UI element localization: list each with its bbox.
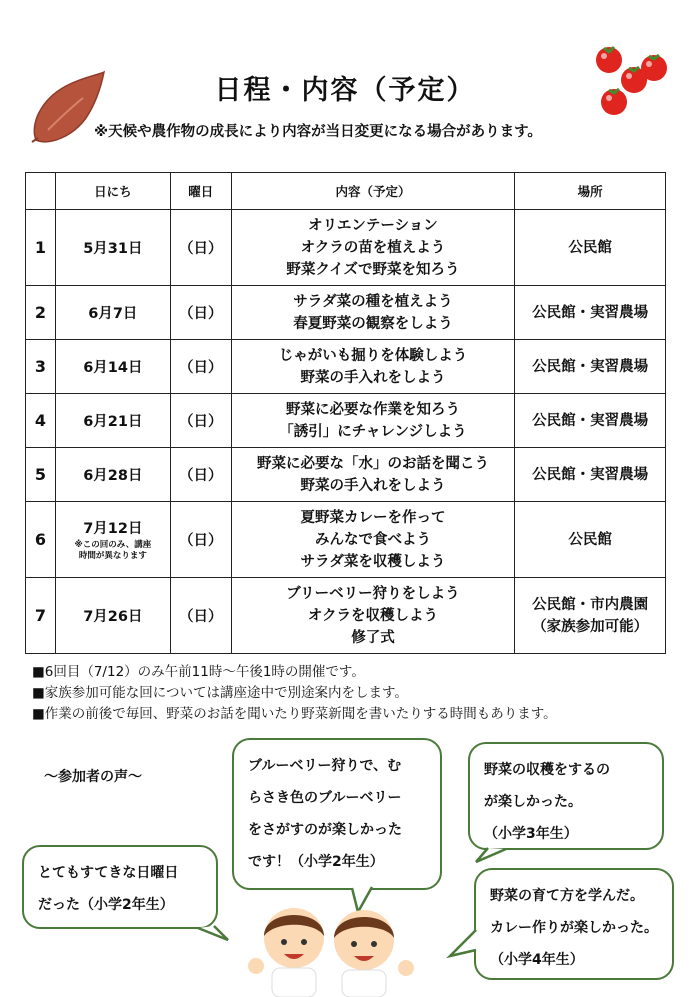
content-line: 野菜に必要な「水」のお話を聞こう <box>256 455 489 472</box>
bubble-text: だった（小学2年生） <box>38 897 174 913</box>
row-day: （日） <box>170 210 231 286</box>
table-row <box>26 502 666 578</box>
row-day: （日） <box>170 502 231 578</box>
page-title: 日程・内容（予定） <box>214 75 476 106</box>
place-line: 公民館 <box>568 531 612 548</box>
bubble-text: 野菜の育て方を学んだ。 <box>490 888 644 904</box>
table-header-row <box>26 173 666 210</box>
place-line: 公民館・実習農場 <box>532 358 649 375</box>
row-number: 1 <box>26 210 56 286</box>
row-number: 7 <box>26 578 56 654</box>
note-item: ■家族参加可能な回については講座途中で別途案内をします。 <box>32 685 408 701</box>
content-line: 野菜の手入れをしよう <box>300 369 446 386</box>
row-place <box>515 340 666 394</box>
content-line: 春夏野菜の観察をしよう <box>293 315 453 332</box>
table-row <box>26 210 666 286</box>
date-note: ※この回のみ、講座 <box>74 540 152 550</box>
row-day: （日） <box>170 340 231 394</box>
content-line: 野菜クイズで野菜を知ろう <box>286 261 460 278</box>
content-line: 野菜の手入れをしよう <box>300 477 446 494</box>
bubble-text: 野菜の収穫をするの <box>484 762 610 778</box>
header-place: 場所 <box>515 173 666 210</box>
row-content <box>231 578 515 654</box>
row-content <box>231 394 515 448</box>
header-day: 曜日 <box>170 173 231 210</box>
place-line: （家族参加可能） <box>532 618 649 635</box>
content-line: 野菜に必要な作業を知ろう <box>285 401 460 418</box>
row-day: （日） <box>170 578 231 654</box>
content-line: ブリーベリー狩りをしよう <box>286 585 460 602</box>
bubble-text: が楽しかった。 <box>484 794 582 810</box>
content-line: サラダ菜を収穫しよう <box>300 553 446 570</box>
bubble-text: をさがすのが楽しかった <box>248 822 402 838</box>
row-date-cell <box>55 502 170 578</box>
schedule-table <box>25 172 666 654</box>
row-content <box>231 210 515 286</box>
place-line: 公民館 <box>568 239 612 256</box>
speech-bubble <box>468 742 664 850</box>
row-number: 2 <box>26 286 56 340</box>
note-item: ■6回目（7/12）のみ午前11時～午後1時の開催です。 <box>32 664 365 680</box>
speech-bubble <box>232 738 442 890</box>
row-content <box>231 340 515 394</box>
table-row <box>26 578 666 654</box>
row-date: 6月7日 <box>55 286 170 340</box>
table-row <box>26 286 666 340</box>
header-date: 日にち <box>55 173 170 210</box>
voices-title: ～参加者の声～ <box>44 769 142 785</box>
children-icon <box>246 888 416 997</box>
table-row <box>26 448 666 502</box>
bubble-text: （小学3年生） <box>484 826 578 842</box>
speech-bubble <box>22 845 218 929</box>
row-date: 6月21日 <box>55 394 170 448</box>
notes-list <box>32 662 557 725</box>
row-place <box>515 502 666 578</box>
row-number: 4 <box>26 394 56 448</box>
content-line: じゃがいも掘りを体験しよう <box>278 347 468 364</box>
place-line: 公民館・実習農場 <box>532 412 649 429</box>
content-line: オリエンテーション <box>308 217 438 234</box>
row-date: 5月31日 <box>55 210 170 286</box>
row-place <box>515 578 666 654</box>
table-row <box>26 340 666 394</box>
row-number: 3 <box>26 340 56 394</box>
bubble-text: とてもすてきな日曜日 <box>38 865 179 881</box>
content-line: みんなで食べよう <box>314 531 431 548</box>
bubble-text: ブルーベリー狩りで、む <box>248 758 402 774</box>
row-day: （日） <box>170 448 231 502</box>
bubble-text: （小学4年生） <box>490 952 584 968</box>
date-note: 時間が異なります <box>78 551 147 561</box>
speech-bubble <box>474 868 674 980</box>
row-date: 7月12日 <box>83 521 143 537</box>
note-item: ■作業の前後で毎回、野菜のお話を聞いたり野菜新聞を書いたりする時間もあります。 <box>32 706 557 722</box>
content-line: オクラを収穫しよう <box>307 607 439 624</box>
place-line: 公民館・市内農園 <box>532 596 649 613</box>
bubble-text: です！（小学2年生） <box>248 854 384 870</box>
table-row <box>26 394 666 448</box>
row-day: （日） <box>170 394 231 448</box>
row-date: 6月14日 <box>55 340 170 394</box>
row-place <box>515 394 666 448</box>
content-line: 夏野菜カレーを作って <box>300 509 446 526</box>
row-day: （日） <box>170 286 231 340</box>
header-num <box>26 173 56 210</box>
content-line: 修了式 <box>351 629 395 646</box>
row-content <box>231 448 515 502</box>
row-number: 6 <box>26 502 56 578</box>
row-number: 5 <box>26 448 56 502</box>
place-line: 公民館・実習農場 <box>532 466 649 483</box>
weather-note: ※天候や農作物の成長により内容が当日変更になる場合があります。 <box>94 124 542 140</box>
row-content <box>231 502 515 578</box>
content-line: 「誘引」にチャレンジしよう <box>279 423 467 440</box>
bubble-text: カレー作りが楽しかった。 <box>490 920 658 936</box>
row-date: 6月28日 <box>55 448 170 502</box>
place-line: 公民館・実習農場 <box>532 304 649 321</box>
row-content <box>231 286 515 340</box>
row-place <box>515 286 666 340</box>
row-place <box>515 448 666 502</box>
row-date: 7月26日 <box>55 578 170 654</box>
content-line: サラダ菜の種を植えよう <box>293 293 453 310</box>
content-line: オクラの苗を植えよう <box>300 239 446 256</box>
bubble-text: らさき色のブルーベリー <box>248 790 402 806</box>
header-content: 内容（予定） <box>231 173 515 210</box>
row-place <box>515 210 666 286</box>
